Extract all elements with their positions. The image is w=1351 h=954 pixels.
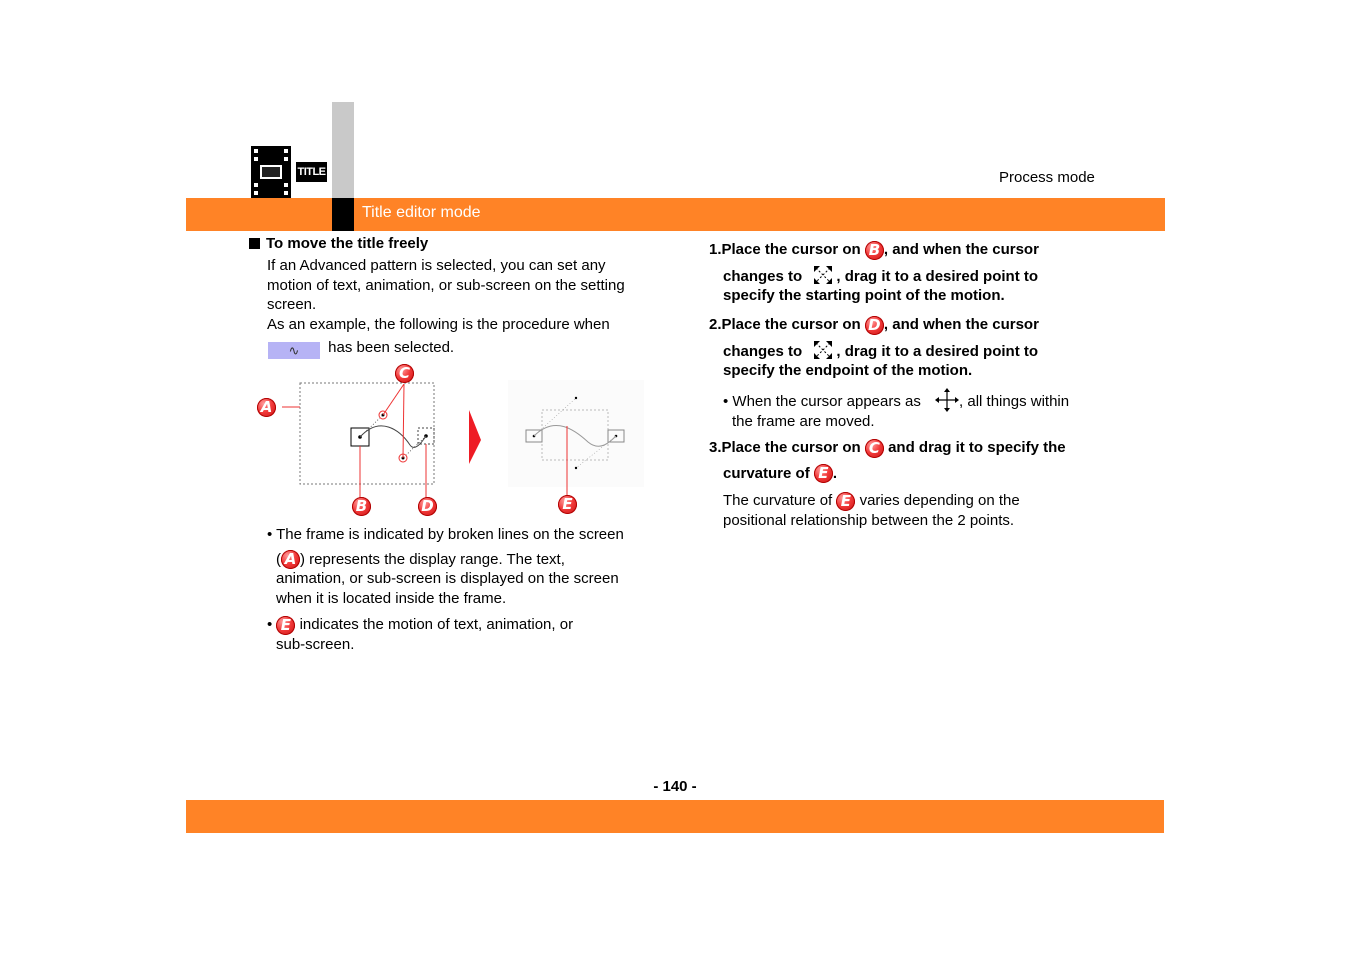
resize-cursor-icon xyxy=(812,339,834,361)
page-number: - 140 - xyxy=(653,778,697,795)
title-mode-logo xyxy=(251,146,329,198)
label-c-icon: C xyxy=(865,439,884,458)
pattern-line: ∿ has been selected. xyxy=(268,338,454,359)
display-frame xyxy=(300,383,434,484)
label-e-icon: E xyxy=(276,616,295,635)
label-c-icon: C xyxy=(395,364,414,383)
label-a-icon: A xyxy=(257,398,276,417)
move-cursor-note: • When the cursor appears as , all things within the frame are moved. xyxy=(723,388,1123,432)
label-e-icon: E xyxy=(558,495,577,514)
square-bullet-icon xyxy=(249,238,260,249)
resize-cursor-icon xyxy=(812,264,834,286)
section-heading: To move the title freely xyxy=(249,234,428,254)
bullet-motion-note: • E indicates the motion of text, animation, or sub-screen. xyxy=(267,615,574,653)
page-title: Title editor mode xyxy=(362,204,481,221)
intro-text: If an Advanced pattern is selected, you can set any motion of text, animation, or sub-screen on the setting screen. As an example, the following is the procedure when xyxy=(267,257,625,333)
header-tab xyxy=(332,102,354,198)
label-d-icon: D xyxy=(865,316,884,335)
arrow-right-icon xyxy=(469,410,481,464)
step-3: 3.Place the cursor on C and drag it to specify the curvature of E . xyxy=(709,438,1066,483)
move-cursor-icon xyxy=(935,388,959,412)
label-b-icon: B xyxy=(352,497,371,516)
label-a-icon: A xyxy=(281,550,300,569)
label-b-icon: B xyxy=(865,241,884,260)
header-bar-marker xyxy=(332,198,354,231)
step-1: 1.Place the cursor on B , and when the cursor changes to , drag it to a desired point to specify the starting point of the motion. xyxy=(709,240,1039,305)
motion-curve xyxy=(360,426,426,447)
advanced-pattern-icon: ∿ xyxy=(268,342,320,359)
section-label: Process mode xyxy=(999,169,1095,186)
title-logo-text: TITLE xyxy=(297,166,326,178)
motion-diagram xyxy=(250,360,650,520)
label-d-icon: D xyxy=(418,497,437,516)
curvature-note: The curvature of E varies depending on the positional relationship between the 2 points. xyxy=(723,491,1020,529)
step-2: 2.Place the cursor on D , and when the cursor changes to , drag it to a desired point to specify the endpoint of the motion. xyxy=(709,315,1039,380)
label-e-icon: E xyxy=(836,492,855,511)
bullet-frame-note: • The frame is indicated by broken lines on the screen ( A ) represents the display range. The text, animation, or sub-screen is displayed on the screen when it is located inside the frame. xyxy=(267,526,624,607)
footer-bar xyxy=(186,800,1164,833)
label-e-icon: E xyxy=(814,464,833,483)
